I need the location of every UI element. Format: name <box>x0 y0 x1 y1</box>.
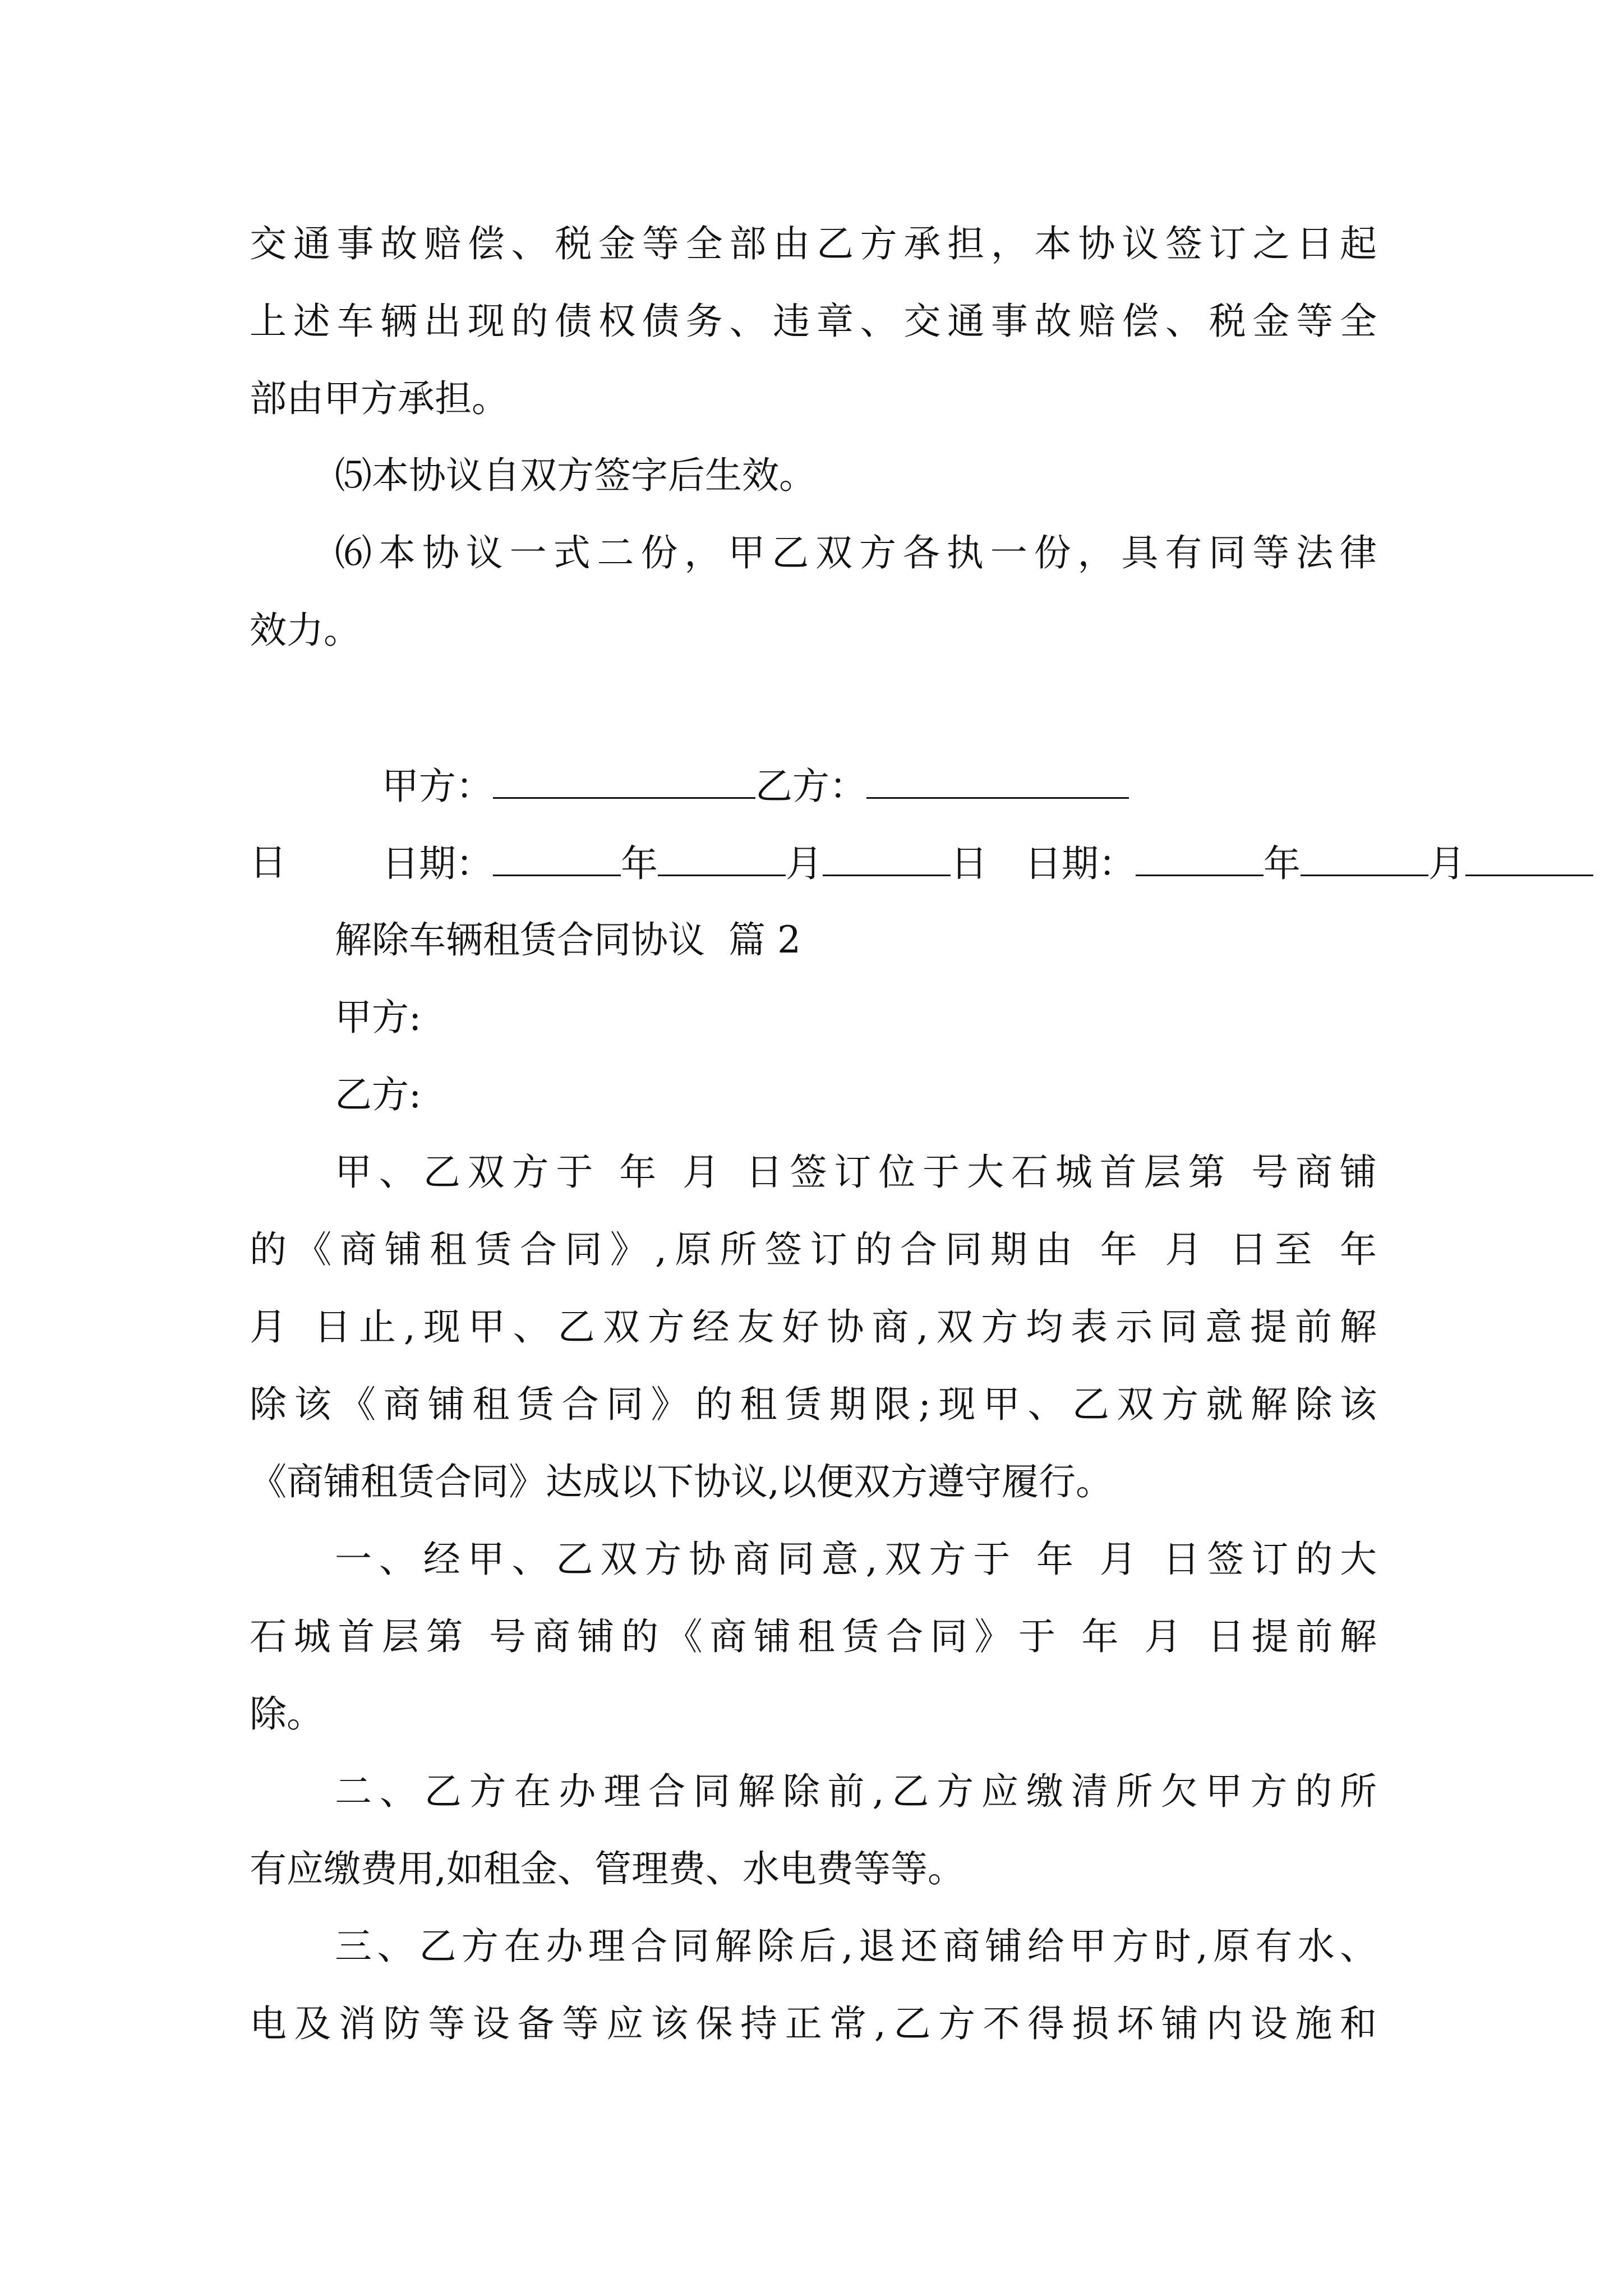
party-b-line: 乙方: <box>335 1073 422 1116</box>
date-label-b: 日期： <box>1024 842 1136 885</box>
clause-3: 三、乙方在办理合同解除后,退还商铺给甲方时,原有水、 <box>335 1925 1377 1968</box>
body-text-line: 交通事故赔偿、税金等全部由乙方承担，本协议签订之日起 <box>250 222 1377 265</box>
body-text-line: 效力。 <box>250 609 361 652</box>
year-label-b: 年 <box>1263 842 1301 885</box>
year-label-a: 年 <box>620 842 658 885</box>
party-a-line: 甲方: <box>335 996 422 1039</box>
date-line <box>335 746 1465 885</box>
body-text-line: 甲、乙双方于 年 月 日签订位于大石城首层第 号商铺 <box>335 1151 1377 1194</box>
body-text-line: 有应缴费用,如租金、管理费、水电费等等。 <box>250 1847 965 1890</box>
party-a-label: 甲方： <box>381 765 493 808</box>
section-title: 解除车辆租赁合同协议 篇 2 <box>335 918 801 961</box>
day-blank-b <box>1465 840 1593 876</box>
clause-2: 二、乙方在办理合同解除前,乙方应缴清所欠甲方的所 <box>335 1770 1377 1813</box>
clause-1: 一、经甲、乙双方协商同意,双方于 年 月 日签订的大 <box>335 1538 1377 1581</box>
body-text-line: 电及消防等设备等应该保持正常,乙方不得损坏铺内设施和 <box>250 2002 1377 2045</box>
body-text-line: 部由甲方承担。 <box>250 377 509 420</box>
body-text-line: 除该《商铺租赁合同》的租赁期限;现甲、乙双方就解除该 <box>250 1383 1377 1426</box>
month-label-b: 月 <box>1428 842 1465 885</box>
clause-5: ⑸本协议自双方签字后生效。 <box>335 454 816 497</box>
body-text-line: 的《商铺租赁合同》,原所签订的合同期由 年 月 日至 年 <box>250 1228 1377 1271</box>
date-label-a: 日期： <box>381 842 493 885</box>
body-text-line: 《商铺租赁合同》达成以下协议,以便双方遵守履行。 <box>250 1460 1113 1503</box>
body-text-line: 上述车辆出现的债权债务、违章、交通事故赔偿、税金等全 <box>250 300 1377 343</box>
party-b-label: 乙方： <box>755 765 866 808</box>
day-label-a: 日 <box>950 842 988 885</box>
body-text-line: 石城首层第 号商铺的《商铺租赁合同》于 年 月 日提前解 <box>250 1615 1377 1658</box>
clause-6: ⑹本协议一式二份，甲乙双方各执一份，具有同等法律 <box>335 531 1377 574</box>
body-text-line: 除。 <box>250 1692 324 1736</box>
month-label-a: 月 <box>785 842 823 885</box>
body-text-line: 月 日止,现甲、乙双方经友好协商,双方均表示同意提前解 <box>250 1305 1377 1349</box>
signature-line <box>335 669 1377 808</box>
date-day-wrap: 日 <box>250 841 287 884</box>
